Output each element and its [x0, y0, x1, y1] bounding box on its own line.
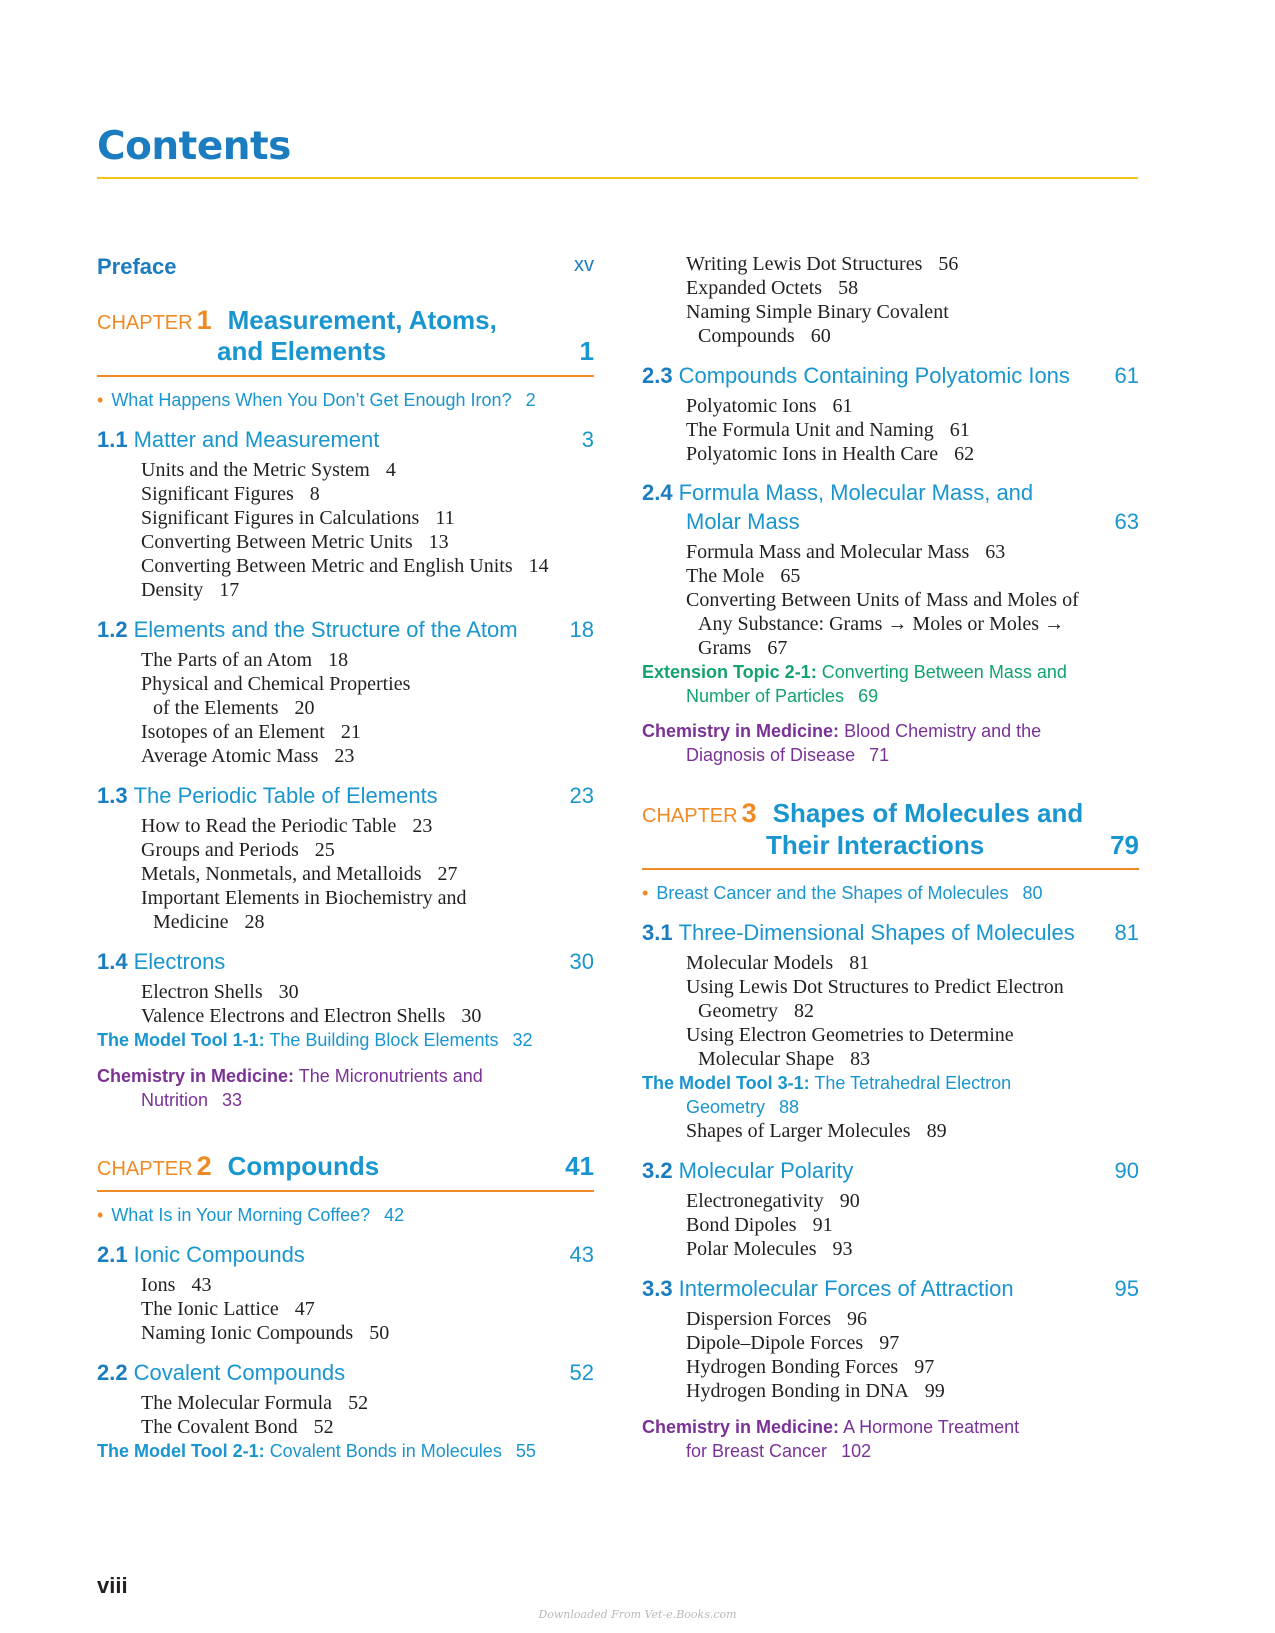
preface-label: Preface — [97, 254, 177, 279]
section-number: 3.3 — [642, 1276, 673, 1301]
chapter-number: 2 — [196, 1151, 212, 1181]
chapter-rule — [97, 1190, 594, 1192]
chapter-title: Shapes of Molecules and — [772, 798, 1084, 828]
chapter-label: CHAPTER — [642, 805, 738, 827]
section-2-4[interactable] — [642, 480, 1139, 506]
section-page: 95 — [1114, 1276, 1139, 1301]
subsection-entry[interactable]: Formula Mass and Molecular Mass 63 — [686, 541, 1006, 563]
section-number: 2.3 — [642, 363, 673, 388]
preface-page: xv — [574, 254, 594, 276]
subsection-entry[interactable]: Density 17 — [141, 579, 240, 601]
subsection-entry[interactable]: Bond Dipoles 91 — [686, 1214, 833, 1236]
subsection-entry[interactable]: How to Read the Periodic Table 23 — [141, 815, 433, 837]
section-number: 1.3 — [97, 783, 128, 808]
section-title: Three-Dimensional Shapes of Molecules — [678, 920, 1075, 945]
section-page: 18 — [569, 617, 594, 642]
chemistry-in-medicine-entry-continued[interactable]: for Breast Cancer 102 — [686, 1441, 872, 1461]
subsection-entry[interactable]: Converting Between Metric Units 13 — [141, 531, 449, 553]
section-page: 63 — [1114, 509, 1139, 534]
subsection-entry[interactable]: Naming Ionic Compounds 50 — [141, 1322, 390, 1344]
chapter-rule — [97, 375, 594, 377]
subsection-entry[interactable]: Converting Between Units of Mass and Moles of — [686, 589, 1079, 611]
subsection-entry[interactable]: Physical and Chemical Properties — [141, 673, 411, 695]
subsection-entry[interactable]: Dipole–Dipole Forces 97 — [686, 1332, 900, 1354]
subsection-entry[interactable]: Electronegativity 90 — [686, 1190, 860, 1212]
section-2-2[interactable] — [97, 1360, 594, 1386]
page-title: Contents — [97, 124, 291, 169]
subsection-entry[interactable]: Dispersion Forces 96 — [686, 1308, 867, 1330]
subsection-entry-continued[interactable]: of the Elements 20 — [153, 697, 315, 719]
subsection-entry[interactable]: Using Electron Geometries to Determine — [686, 1024, 1014, 1046]
model-tool-entry-continued[interactable]: Geometry 88 — [686, 1097, 800, 1117]
section-title: Covalent Compounds — [133, 1360, 346, 1385]
subsection-entry[interactable]: The Ionic Lattice 47 — [141, 1298, 315, 1320]
subsection-entry[interactable]: The Formula Unit and Naming 61 — [686, 419, 970, 441]
subsection-entry[interactable]: Hydrogen Bonding Forces 97 — [686, 1356, 935, 1378]
subsection-entry[interactable]: Groups and Periods 25 — [141, 839, 335, 861]
section-title: The Periodic Table of Elements — [133, 783, 438, 808]
section-title: Electrons — [133, 949, 226, 974]
model-tool-entry[interactable]: The Model Tool 3-1: The Tetrahedral Electron — [642, 1073, 1012, 1093]
section-1-3[interactable] — [97, 783, 594, 809]
section-number: 1.1 — [97, 427, 128, 452]
section-page: 90 — [1114, 1158, 1139, 1183]
chemistry-in-medicine-entry[interactable]: Chemistry in Medicine: A Hormone Treatment — [642, 1417, 1020, 1437]
section-page: 43 — [569, 1242, 594, 1267]
feature-page: 80 — [1022, 883, 1043, 903]
chapter-1-heading[interactable] — [97, 305, 594, 336]
subsection-entry[interactable]: Writing Lewis Dot Structures 56 — [686, 253, 959, 275]
section-number: 1.2 — [97, 617, 128, 642]
watermark: Downloaded From Vet-e.Books.com — [538, 1608, 737, 1621]
section-number: 3.2 — [642, 1158, 673, 1183]
subsection-entry-continued[interactable]: Any Substance: Grams → Moles or Moles → — [698, 613, 1065, 635]
feature-title: What Happens When You Don’t Get Enough Iron? — [111, 390, 512, 410]
chapter-label: CHAPTER — [97, 1158, 193, 1180]
subsection-entry[interactable]: Shapes of Larger Molecules 89 — [686, 1120, 947, 1142]
section-number: 2.1 — [97, 1242, 128, 1267]
chemistry-in-medicine-entry[interactable]: Chemistry in Medicine: Blood Chemistry and the — [642, 721, 1042, 741]
subsection-entry[interactable]: Polyatomic Ions in Health Care 62 — [686, 443, 975, 465]
model-tool-entry[interactable]: The Model Tool 1-1: The Building Block Elements 32 — [97, 1030, 533, 1050]
section-number: 1.4 — [97, 949, 128, 974]
subsection-entry[interactable]: Molecular Models 81 — [686, 952, 870, 974]
subsection-entry[interactable]: Ions 43 — [141, 1274, 212, 1296]
section-page: 23 — [569, 783, 594, 808]
section-2-4-continued[interactable] — [642, 509, 1139, 535]
subsection-entry[interactable]: The Mole 65 — [686, 565, 801, 587]
subsection-entry[interactable]: Important Elements in Biochemistry and — [141, 887, 467, 909]
page-folio: viii — [97, 1573, 128, 1598]
subsection-entry[interactable]: The Covalent Bond 52 — [141, 1416, 334, 1438]
section-page: 3 — [581, 427, 594, 452]
section-title: Formula Mass, Molecular Mass, and — [678, 480, 1034, 505]
subsection-entry[interactable]: The Parts of an Atom 18 — [141, 649, 349, 671]
preface-entry[interactable] — [97, 254, 594, 280]
chemistry-in-medicine-entry-continued[interactable]: Nutrition 33 — [141, 1090, 243, 1110]
chapter-label: CHAPTER — [97, 312, 193, 334]
subsection-entry[interactable]: Polyatomic Ions 61 — [686, 395, 853, 417]
chapter-title-line2: and Elements — [217, 336, 387, 366]
chapter-page: 1 — [579, 336, 594, 366]
subsection-entry-continued[interactable]: Grams 67 — [698, 637, 788, 659]
subsection-entry[interactable]: Isotopes of an Element 21 — [141, 721, 361, 743]
extension-topic-entry-continued[interactable]: Number of Particles 69 — [686, 686, 879, 706]
subsection-entry[interactable]: Electron Shells 30 — [141, 981, 299, 1003]
subsection-entry-continued[interactable]: Medicine 28 — [153, 911, 265, 933]
section-title: Intermolecular Forces of Attraction — [678, 1276, 1014, 1301]
subsection-entry[interactable]: Converting Between Metric and English Units 14 — [141, 555, 549, 577]
section-title: Compounds Containing Polyatomic Ions — [678, 363, 1070, 388]
section-3-2[interactable] — [642, 1158, 1139, 1184]
section-page: 61 — [1114, 363, 1139, 388]
subsection-entry-continued[interactable]: Molecular Shape 83 — [698, 1048, 871, 1070]
section-2-1[interactable] — [97, 1242, 594, 1268]
subsection-entry[interactable]: Expanded Octets 58 — [686, 277, 859, 299]
subsection-entry[interactable]: Polar Molecules 93 — [686, 1238, 853, 1260]
feature-title: Breast Cancer and the Shapes of Molecules — [656, 883, 1009, 903]
section-title: Ionic Compounds — [133, 1242, 305, 1267]
subsection-entry[interactable]: Using Lewis Dot Structures to Predict Electron — [686, 976, 1064, 998]
chemistry-in-medicine-entry[interactable]: Chemistry in Medicine: The Micronutrients and — [97, 1066, 483, 1086]
section-1-4[interactable] — [97, 949, 594, 975]
subsection-entry[interactable]: Significant Figures 8 — [141, 483, 320, 505]
subsection-entry[interactable]: Average Atomic Mass 23 — [141, 745, 355, 767]
section-number: 2.4 — [642, 480, 673, 505]
subsection-entry[interactable]: Units and the Metric System 4 — [141, 459, 396, 481]
chapter-title: Measurement, Atoms, — [227, 305, 497, 335]
section-title: Matter and Measurement — [133, 427, 380, 452]
chemistry-in-medicine-entry-continued[interactable]: Diagnosis of Disease 71 — [686, 745, 890, 765]
section-3-3[interactable] — [642, 1276, 1139, 1302]
chapter-number: 1 — [196, 305, 212, 335]
feature-page: 42 — [384, 1205, 405, 1225]
section-1-1[interactable] — [97, 427, 594, 453]
section-3-1[interactable] — [642, 920, 1139, 946]
chapter-rule — [642, 868, 1139, 870]
chapter-3-heading[interactable] — [642, 798, 1139, 829]
section-page: 52 — [569, 1360, 594, 1385]
chapter-2-heading[interactable] — [97, 1151, 594, 1182]
section-title-line2: Molar Mass — [686, 509, 800, 534]
section-number: 3.1 — [642, 920, 673, 945]
chapter-feature[interactable]: • What Is in Your Morning Coffee? 42 — [97, 1205, 405, 1225]
subsection-entry-continued[interactable]: Compounds 60 — [698, 325, 831, 347]
chapter-1-heading-line2 — [97, 336, 594, 367]
subsection-entry[interactable]: Valence Electrons and Electron Shells 30 — [141, 1005, 482, 1027]
chapter-number: 3 — [741, 798, 757, 828]
section-title: Molecular Polarity — [678, 1158, 854, 1183]
chapter-title-line2: Their Interactions — [766, 830, 985, 860]
subsection-entry[interactable]: Naming Simple Binary Covalent — [686, 301, 949, 323]
subsection-entry-continued[interactable]: Geometry 82 — [698, 1000, 814, 1022]
section-number: 2.2 — [97, 1360, 128, 1385]
chapter-3-heading-line2 — [642, 830, 1139, 861]
subsection-entry[interactable]: The Molecular Formula 52 — [141, 1392, 369, 1414]
feature-title: What Is in Your Morning Coffee? — [111, 1205, 371, 1225]
section-title: Elements and the Structure of the Atom — [133, 617, 518, 642]
feature-page: 2 — [525, 390, 536, 410]
subsection-entry[interactable]: Significant Figures in Calculations 11 — [141, 507, 455, 529]
section-2-3[interactable] — [642, 363, 1139, 389]
model-tool-entry[interactable]: The Model Tool 2-1: Covalent Bonds in Molecules 55 — [97, 1441, 536, 1461]
section-1-2[interactable] — [97, 617, 594, 643]
chapter-feature[interactable]: • What Happens When You Don’t Get Enough Iron? 2 — [97, 390, 536, 410]
chapter-page: 79 — [1110, 830, 1139, 860]
title-rule — [97, 177, 1138, 179]
section-page: 30 — [569, 949, 594, 974]
chapter-title: Compounds — [227, 1151, 380, 1181]
subsection-entry[interactable]: Hydrogen Bonding in DNA 99 — [686, 1380, 945, 1402]
chapter-page: 41 — [565, 1151, 594, 1181]
subsection-entry[interactable]: Metals, Nonmetals, and Metalloids 27 — [141, 863, 458, 885]
extension-topic-entry[interactable]: Extension Topic 2-1: Converting Between Mass and — [642, 662, 1067, 682]
chapter-feature[interactable]: • Breast Cancer and the Shapes of Molecules 80 — [642, 883, 1043, 903]
section-page: 81 — [1114, 920, 1139, 945]
